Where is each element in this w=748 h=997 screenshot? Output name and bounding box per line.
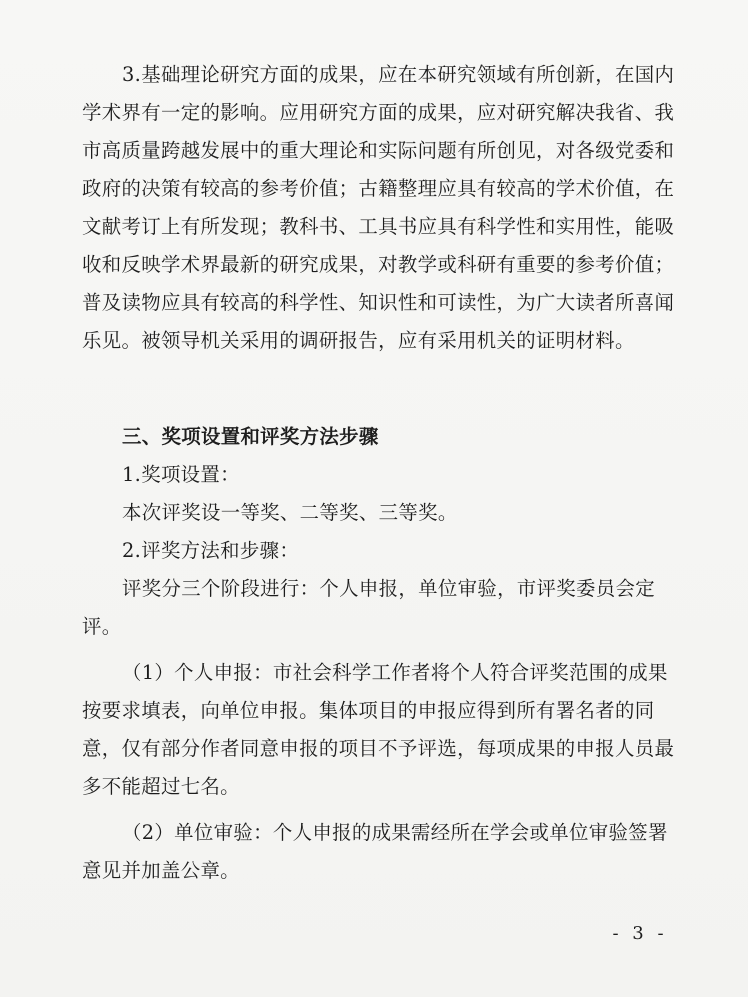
subheading-award-setting: 1.奖项设置： <box>122 463 240 486</box>
section-heading-awards: 三、奖项设置和评奖方法步骤 <box>122 425 379 448</box>
subheading-evaluation-steps: 2.评奖方法和步骤： <box>122 539 300 562</box>
paragraph-unit-review: （2）单位审验：个人申报的成果需经所在学会或单位审验签署意见并加盖公章。 <box>82 821 668 882</box>
paragraph-research-criteria: 3.基础理论研究方面的成果，应在本研究领域有所创新，在国内学术界有一定的影响。应用研究方面的成果，应对研究解决我省、我市高质量跨越发展中的重大理论和实际问题有所创见，对各级党委和政府的决策有较高的参考价值；古籍整理应具有较高的学术价值，在文献考订上有所发现；教科书、工具书应具有科学性和实用性，能吸收和反映学术界最新的研究成果，对教学或科研有重要的参考价值；普及读物应具有较高的科学性、知识性和可读性，为广大读者所喜闻乐见。被领导机关采用的调研报告，应有采用机关的证明材料。 <box>82 63 675 352</box>
paragraph-individual-application: （1）个人申报：市社会科学工作者将个人符合评奖范围的成果按要求填表，向单位申报。集体项目的申报应得到所有署名者的同意，仅有部分作者同意申报的项目不予评选，每项成果的申报人员最多不能超过七名。 <box>82 661 675 798</box>
paragraph-evaluation-stages: 评奖分三个阶段进行：个人申报，单位审验，市评奖委员会定评。 <box>82 577 655 638</box>
page-number: - 3 - <box>612 923 668 944</box>
paragraph-award-levels: 本次评奖设一等奖、二等奖、三等奖。 <box>122 501 458 524</box>
